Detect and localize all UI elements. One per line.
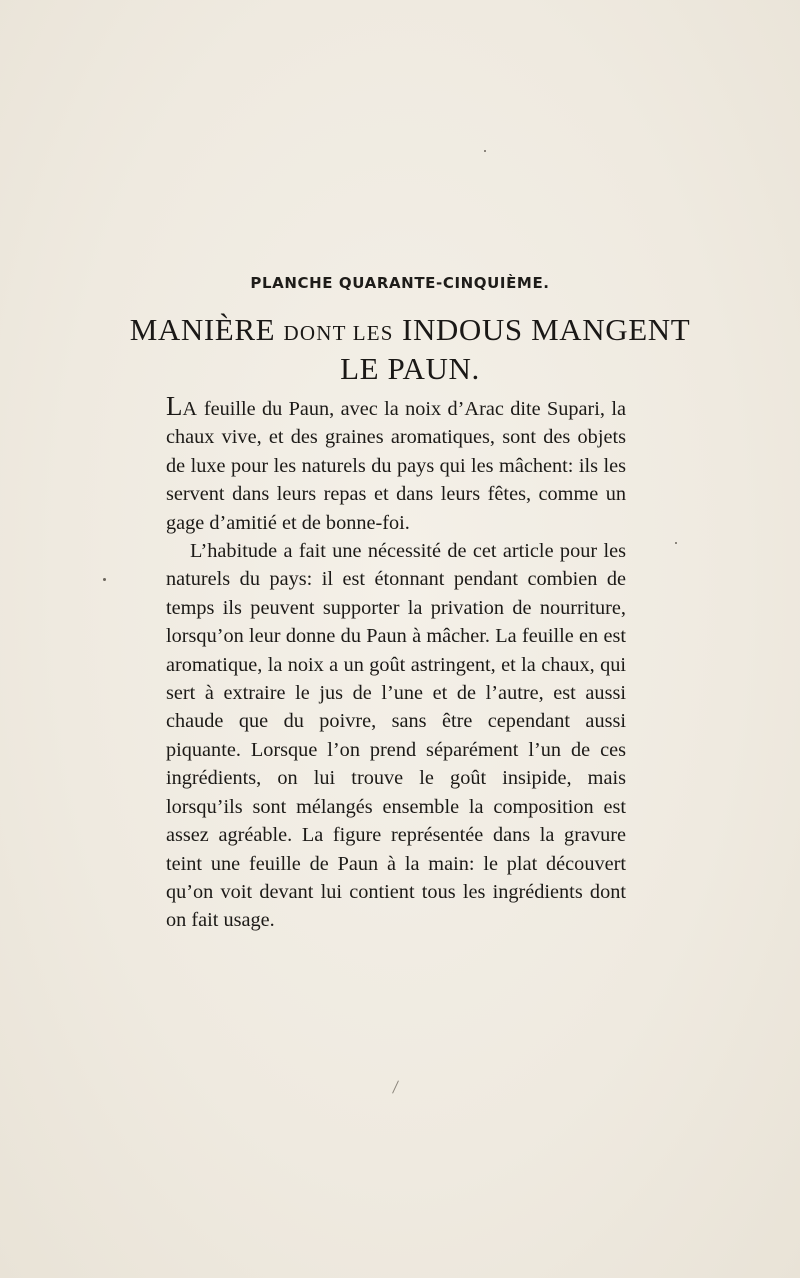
paragraph-1 [166,392,626,537]
plate-number-heading: PLANCHE QUARANTE-CINQUIÈME. [250,274,550,292]
title-small-caps: DONT LES [283,321,394,345]
title-word-indous: INDOUS MANGENT [402,312,691,347]
body-text [166,392,626,935]
small-caps-letter: A [182,398,198,420]
paper-speck [484,150,486,152]
title-word-maniere: MANIÈRE [129,312,276,347]
title-line-2: LE PAUN. [340,351,480,386]
paper-speck [392,1080,399,1093]
drop-cap: L [166,391,183,421]
paragraph-1-text: feuille du Paun, avec la noix d’Arac dite Supari, la chaux vive, et des graines aromatiques, sont des objets de luxe pour les naturels du pays qui les mâchent: ils les servent dans leurs repas et dans leurs fêtes, comme un gage d’amitié et de bonne-foi. [166,398,626,534]
page-title [100,312,720,387]
paragraph-2: L’habitude a fait une nécessité de cet article pour les naturels du pays: il est étonnant pendant combien de temps ils peuvent supporter la privation de nourriture, lorsqu’on leur donne du Paun à mâcher. La feuille en est aromatique, la noix a un goût astringent, et la chaux, qui sert à extraire le jus de l’une et de l’autre, est aussi chaude que du poivre, sans être cependant aussi piquante. Lorsque l’on prend séparément l’un de ces ingrédients, on lui trouve le goût insipide, mais lorsqu’ils sont mélangés ensemble la composition est assez agréable. La figure représentée dans la gravure teint une feuille de Paun à la main: le plat découvert qu’on voit devant lui contient tous les ingrédients dont on fait usage. [166,540,626,932]
title-line-1 [100,312,720,351]
paper-speck [103,578,106,581]
paper-speck [675,542,677,544]
